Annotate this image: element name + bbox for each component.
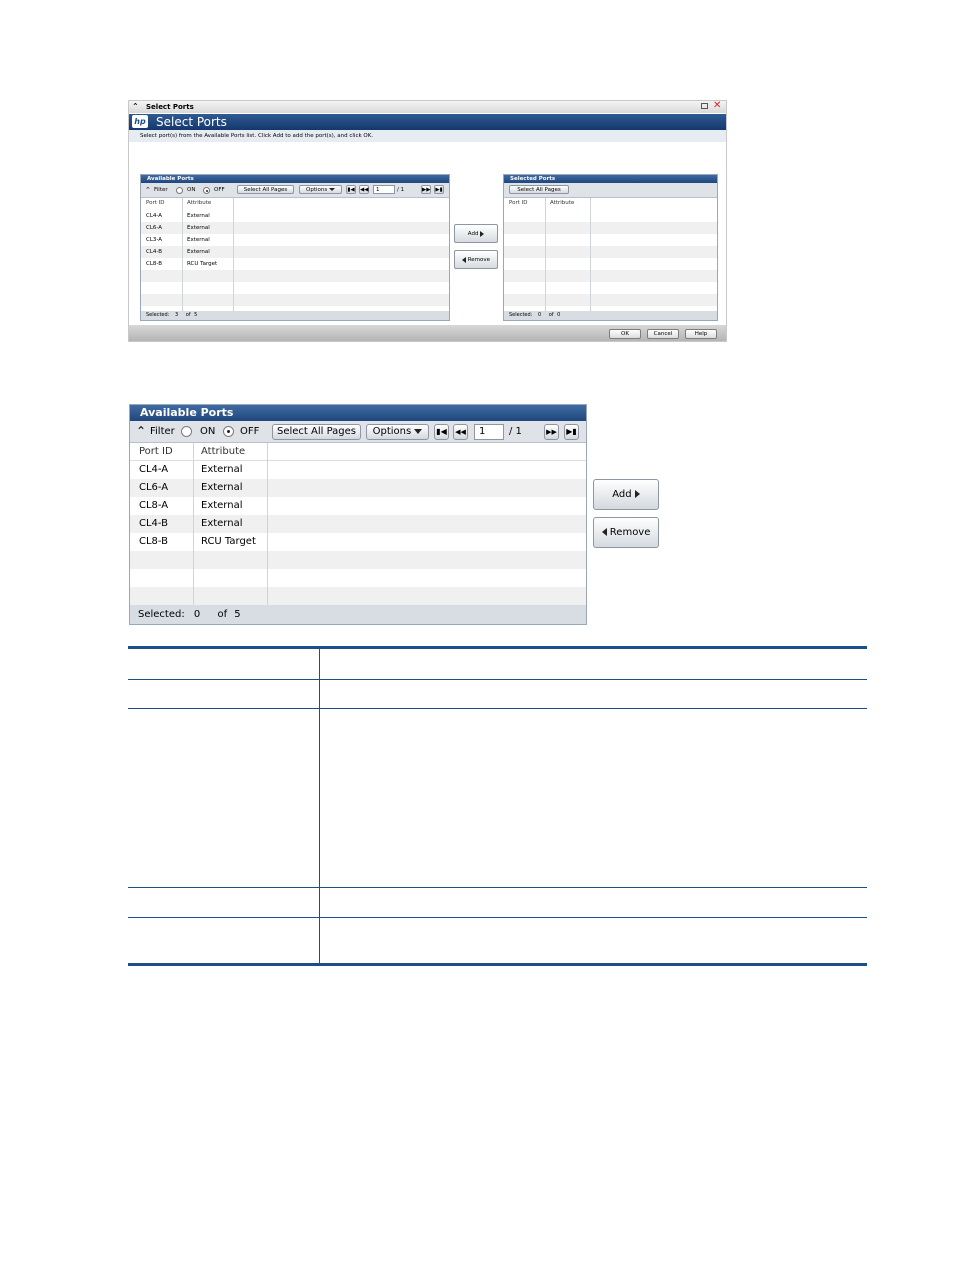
- selected-count: 0: [537, 312, 542, 318]
- available-ports-title: Available Ports: [130, 405, 586, 421]
- empty-row: [504, 222, 717, 234]
- column-header-port-id[interactable]: Port ID: [146, 200, 165, 206]
- of-label: of: [185, 312, 191, 318]
- page-input[interactable]: 1: [474, 424, 504, 440]
- total-count: 0: [557, 312, 561, 318]
- table-row[interactable]: [130, 515, 586, 533]
- remove-button[interactable]: [593, 517, 659, 548]
- description-table: [128, 646, 867, 966]
- filter-off-radio[interactable]: [203, 187, 210, 194]
- filter-on-radio[interactable]: [181, 426, 192, 437]
- column-divider: [545, 198, 546, 311]
- column-divider: [233, 198, 234, 311]
- available-ports-footer: [141, 311, 449, 320]
- arrow-right-icon: [480, 231, 484, 237]
- page-count: / 1: [397, 187, 405, 193]
- port-id-cell: CL6-A: [139, 482, 169, 493]
- filter-label[interactable]: Filter: [154, 187, 168, 193]
- table-row-divider: [128, 679, 867, 680]
- filter-off-radio[interactable]: [223, 426, 234, 437]
- selected-count: 3: [174, 312, 179, 318]
- port-id-cell: CL4-B: [139, 518, 169, 529]
- port-id-cell: CL4-A: [146, 213, 163, 219]
- selected-ports-title: Selected Ports: [504, 175, 717, 183]
- available-ports-header-row: [130, 443, 586, 461]
- column-header-port-id[interactable]: Port ID: [509, 200, 528, 206]
- attribute-cell: External: [201, 518, 243, 529]
- attribute-cell: External: [187, 249, 210, 255]
- selected-count: 0: [193, 609, 201, 620]
- available-ports-panel-small: [140, 174, 450, 321]
- filter-on-label: ON: [200, 426, 216, 437]
- close-icon[interactable]: ✕: [713, 100, 722, 111]
- column-divider: [182, 198, 183, 311]
- options-button[interactable]: [366, 424, 429, 440]
- filter-chevron-icon[interactable]: ⌃: [145, 186, 151, 194]
- table-row-divider: [128, 917, 867, 918]
- empty-row: [130, 551, 586, 569]
- attribute-cell: RCU Target: [201, 536, 256, 547]
- selected-label: Selected:: [146, 312, 170, 318]
- available-ports-toolbar: [141, 183, 449, 198]
- available-ports-toolbar: [130, 421, 586, 443]
- options-label: Options: [372, 426, 412, 437]
- filter-on-label: ON: [187, 187, 196, 193]
- help-button[interactable]: Help: [685, 329, 717, 339]
- window-footer: [129, 325, 726, 341]
- options-label: Options: [306, 187, 328, 193]
- next-page-icon[interactable]: ▶▶: [422, 187, 431, 193]
- attribute-cell: External: [187, 225, 210, 231]
- table-row[interactable]: [130, 533, 586, 551]
- column-header-attribute[interactable]: Attribute: [187, 200, 212, 206]
- next-page-icon[interactable]: ▶▶: [544, 424, 559, 440]
- available-ports-header-row: [141, 198, 449, 209]
- chevron-down-icon: [414, 429, 422, 434]
- page-input[interactable]: 1: [373, 185, 395, 194]
- maximize-icon[interactable]: [701, 103, 708, 109]
- column-header-attribute[interactable]: Attribute: [550, 200, 575, 206]
- table-column-divider: [319, 649, 320, 963]
- select-all-pages-button[interactable]: Select All Pages: [237, 185, 294, 194]
- selected-ports-footer: [504, 311, 717, 320]
- empty-row: [504, 234, 717, 246]
- add-button[interactable]: [593, 479, 659, 510]
- window-title: Select Ports: [146, 103, 194, 111]
- table-row[interactable]: [130, 461, 586, 479]
- remove-label: Remove: [467, 257, 491, 263]
- empty-row: [141, 294, 449, 306]
- empty-row: [504, 258, 717, 270]
- remove-label: Remove: [609, 527, 651, 538]
- total-count: 5: [194, 312, 198, 318]
- last-page-icon[interactable]: ▶▮: [564, 424, 579, 440]
- window-titlebar: [129, 101, 726, 113]
- empty-row: [504, 246, 717, 258]
- add-button[interactable]: [454, 224, 498, 243]
- table-row[interactable]: [130, 479, 586, 497]
- port-id-cell: CL8-B: [139, 536, 169, 547]
- select-ports-window: [128, 100, 727, 342]
- column-divider: [193, 443, 194, 605]
- instructions-text: Select port(s) from the Available Ports list. Click Add to add the port(s), and click OK.: [129, 130, 726, 142]
- attribute-cell: External: [201, 464, 243, 475]
- filter-chevron-icon[interactable]: ⌃: [136, 424, 147, 438]
- selected-ports-toolbar: [504, 183, 717, 198]
- table-row[interactable]: [141, 234, 449, 246]
- cancel-button[interactable]: Cancel: [647, 329, 679, 339]
- prev-page-icon[interactable]: ◀◀: [360, 187, 369, 193]
- table-row-divider: [128, 708, 867, 709]
- table-row[interactable]: [141, 246, 449, 258]
- selected-label: Selected:: [138, 609, 185, 620]
- table-row-divider: [128, 887, 867, 888]
- of-label: of: [217, 609, 228, 620]
- available-ports-title: Available Ports: [141, 175, 449, 183]
- selected-label: Selected:: [509, 312, 533, 318]
- table-row[interactable]: [141, 258, 449, 270]
- filter-off-label: OFF: [214, 187, 225, 193]
- port-id-cell: CL4-A: [139, 464, 169, 475]
- column-divider: [267, 443, 268, 605]
- arrow-right-icon: [635, 490, 640, 498]
- port-id-cell: CL4-B: [146, 249, 162, 255]
- chevron-down-icon: [329, 188, 335, 191]
- empty-row: [504, 210, 717, 222]
- empty-row: [504, 270, 717, 282]
- last-page-icon[interactable]: ▶▮: [435, 187, 443, 193]
- available-ports-panel: [129, 404, 587, 625]
- port-id-cell: CL8-B: [146, 261, 162, 267]
- port-id-cell: CL3-A: [146, 237, 163, 243]
- empty-row: [504, 294, 717, 306]
- collapse-chevron-icon[interactable]: ⌃: [132, 102, 139, 111]
- available-ports-grid: [130, 443, 586, 605]
- ok-button[interactable]: OK: [609, 329, 641, 339]
- filter-on-radio[interactable]: [176, 187, 183, 194]
- port-id-cell: CL6-A: [146, 225, 163, 231]
- hp-logo: hp: [132, 115, 148, 128]
- filter-label[interactable]: Filter: [150, 426, 175, 437]
- remove-button[interactable]: [454, 250, 498, 269]
- attribute-cell: External: [187, 213, 210, 219]
- attribute-cell: RCU Target: [187, 261, 218, 267]
- table-row[interactable]: [141, 210, 449, 222]
- first-page-icon[interactable]: ▮◀: [347, 187, 355, 193]
- attribute-cell: External: [201, 500, 243, 511]
- empty-row: [130, 569, 586, 587]
- total-count: 5: [234, 609, 241, 620]
- table-row[interactable]: [141, 222, 449, 234]
- empty-row: [504, 282, 717, 294]
- table-row[interactable]: [130, 497, 586, 515]
- available-ports-footer: [130, 605, 586, 624]
- of-label: of: [548, 312, 554, 318]
- window-header: [129, 114, 726, 130]
- add-label: Add: [612, 489, 632, 500]
- add-label: Add: [467, 231, 479, 237]
- attribute-cell: External: [187, 237, 210, 243]
- arrow-left-icon: [602, 528, 607, 536]
- first-page-icon[interactable]: ▮◀: [434, 424, 449, 440]
- empty-row: [141, 270, 449, 282]
- options-button[interactable]: [299, 185, 342, 194]
- filter-off-label: OFF: [240, 426, 260, 437]
- prev-page-icon[interactable]: ◀◀: [453, 424, 468, 440]
- empty-row: [141, 282, 449, 294]
- attribute-cell: External: [201, 482, 243, 493]
- header-title: Select Ports: [156, 115, 227, 129]
- selected-ports-panel-small: [503, 174, 718, 321]
- column-header-attribute[interactable]: Attribute: [201, 446, 246, 457]
- selected-ports-header-row: [504, 198, 717, 209]
- column-header-port-id[interactable]: Port ID: [139, 446, 173, 457]
- port-id-cell: CL8-A: [139, 500, 169, 511]
- column-divider: [590, 198, 591, 311]
- empty-row: [130, 587, 586, 605]
- select-all-pages-button[interactable]: Select All Pages: [272, 424, 361, 440]
- select-all-pages-button[interactable]: Select All Pages: [509, 185, 569, 194]
- arrow-left-icon: [462, 257, 466, 263]
- page-count: / 1: [509, 426, 522, 437]
